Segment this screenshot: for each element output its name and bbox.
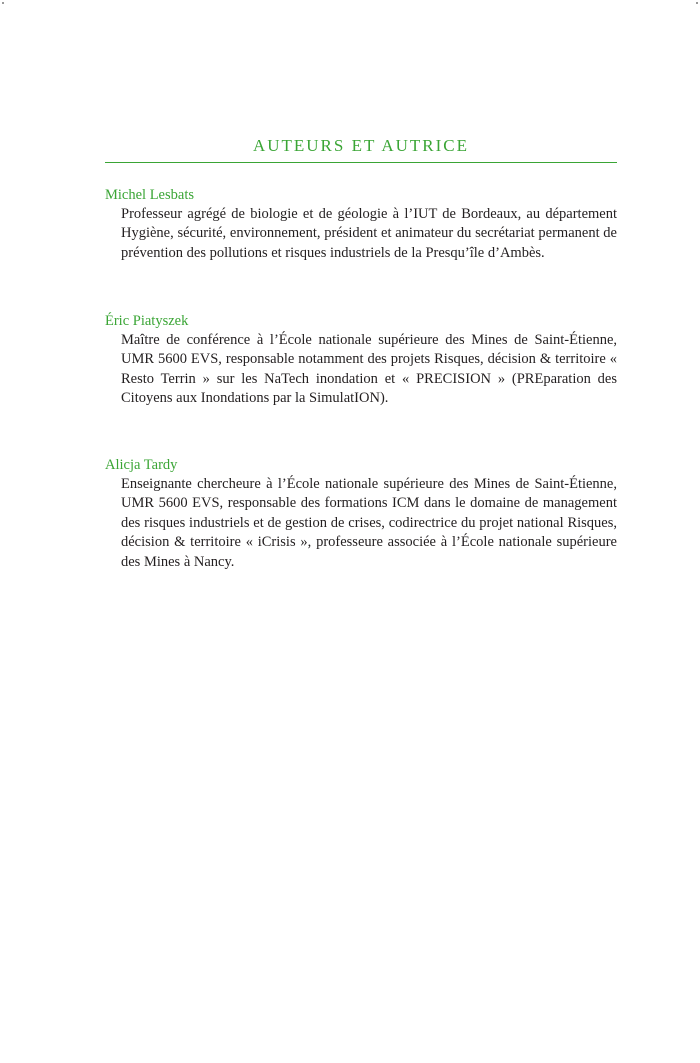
author-name: Alicja Tardy bbox=[105, 457, 178, 473]
author-name: Éric Piatyszek bbox=[105, 313, 189, 329]
author-name: Michel Lesbats bbox=[105, 187, 194, 203]
crop-mark-right bbox=[696, 2, 698, 4]
author-bio: Enseignante chercheure à l’École nationale supérieure des Mines de Saint-Étienne, UMR 5600 EVS, responsable des formations ICM dans le domaine de management des risques industriels et de gestion de crises, codirectrice du projet national Risques, décision & territoire « iCrisis », professeure associée à l’École nationale supérieure des Mines à Nancy. bbox=[121, 476, 617, 570]
title-divider bbox=[105, 162, 617, 163]
author-entry-lesbats bbox=[105, 186, 617, 263]
author-entry-piatyszek bbox=[105, 312, 617, 409]
crop-mark-left bbox=[2, 2, 4, 4]
author-bio: Maître de conférence à l’École nationale supérieure des Mines de Saint-Étienne, UMR 5600 EVS, responsable notamment des projets Risques, décision & territoire « Resto Terrin » sur les NaTech inondation et « PRECISION » (PREparation des Citoyens aux Inondations par la SimulatION). bbox=[121, 332, 617, 407]
author-entry-tardy bbox=[105, 456, 617, 572]
page-title: AUTEURS ET AUTRICE bbox=[252, 136, 470, 155]
author-bio: Professeur agrégé de biologie et de géologie à l’IUT de Bordeaux, au département Hygiène, sécurité, environnement, président et animateur du secrétariat permanent de prévention des pollutions et risques industriels de la Presqu’île d’Ambès. bbox=[121, 206, 617, 261]
